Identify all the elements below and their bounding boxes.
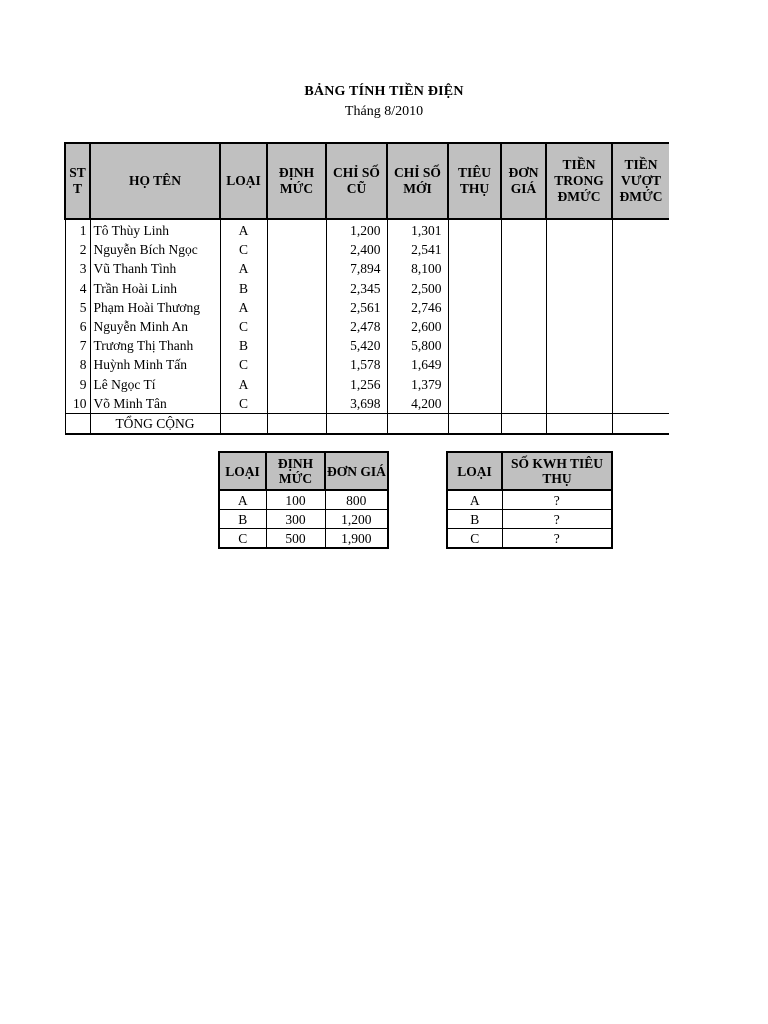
consumption-cell[interactable] [448,394,501,414]
usage-type-cell[interactable]: B [447,510,502,529]
rate-quota-cell[interactable]: 300 [266,510,325,529]
new-reading-cell[interactable]: 5,800 [387,336,448,355]
header-consumption: TIÊU THỤ [448,143,501,219]
table-row [65,375,669,394]
electricity-bill-table [64,142,669,435]
table-cell[interactable] [65,413,90,434]
header-name: HỌ TÊN [90,143,220,219]
name-cell[interactable]: Võ Minh Tân [90,394,220,414]
rate-lookup-table [218,451,389,549]
old-reading-cell[interactable]: 3,698 [326,394,387,414]
table-row [65,355,669,374]
header-old-reading: CHỈ SỐ CŨ [326,143,387,219]
over-quota-cell[interactable] [612,240,669,259]
name-cell[interactable]: Trương Thị Thanh [90,336,220,355]
in-quota-cell[interactable] [546,298,612,317]
header-stt: ST T [65,143,90,219]
usage-kwh-cell[interactable]: ? [502,490,612,510]
type-cell[interactable]: C [220,317,267,336]
unit-price-cell[interactable] [501,240,546,259]
table-row [65,219,669,240]
table-row [447,510,612,529]
quota-cell[interactable] [267,355,326,374]
rate-type-cell[interactable]: A [219,490,266,510]
over-quota-cell[interactable] [612,394,669,414]
consumption-cell[interactable] [448,240,501,259]
rate-header-price: ĐƠN GIÁ [325,452,388,490]
total-row [65,413,669,434]
stt-cell[interactable]: 4 [65,279,90,298]
usage-type-cell[interactable]: C [447,529,502,549]
quota-cell[interactable] [267,336,326,355]
table-row [65,394,669,414]
over-quota-cell[interactable] [612,279,669,298]
new-reading-cell[interactable]: 1,379 [387,375,448,394]
table-row [65,317,669,336]
table-row [65,240,669,259]
old-reading-cell[interactable]: 1,200 [326,219,387,240]
over-quota-cell[interactable] [612,259,669,278]
header-over-quota: TIỀN VƯỢT ĐMỨC [612,143,669,219]
over-quota-cell[interactable] [612,336,669,355]
header-unit-price: ĐƠN GIÁ [501,143,546,219]
unit-price-cell[interactable] [501,355,546,374]
table-cell[interactable] [546,413,612,434]
in-quota-cell[interactable] [546,336,612,355]
old-reading-cell[interactable]: 2,345 [326,279,387,298]
consumption-cell[interactable] [448,336,501,355]
rate-quota-cell[interactable]: 500 [266,529,325,549]
old-reading-cell[interactable]: 1,256 [326,375,387,394]
old-reading-cell[interactable]: 7,894 [326,259,387,278]
over-quota-cell[interactable] [612,355,669,374]
usage-lookup-table [446,451,613,549]
stt-cell[interactable]: 10 [65,394,90,414]
header-type: LOẠI [220,143,267,219]
consumption-cell[interactable] [448,259,501,278]
new-reading-cell[interactable]: 1,649 [387,355,448,374]
table-row [219,490,388,510]
stt-cell[interactable]: 8 [65,355,90,374]
usage-kwh-cell[interactable]: ? [502,510,612,529]
consumption-cell[interactable] [448,298,501,317]
name-cell[interactable]: Tô Thùy Linh [90,219,220,240]
name-cell[interactable]: Lê Ngọc Tí [90,375,220,394]
table-row [447,490,612,510]
new-reading-cell[interactable]: 2,541 [387,240,448,259]
unit-price-cell[interactable] [501,279,546,298]
total-label[interactable]: TỔNG CỘNG [90,413,220,434]
new-reading-cell[interactable]: 1,301 [387,219,448,240]
unit-price-cell[interactable] [501,219,546,240]
type-cell[interactable]: A [220,219,267,240]
in-quota-cell[interactable] [546,259,612,278]
table-row [447,529,612,549]
in-quota-cell[interactable] [546,219,612,240]
new-reading-cell[interactable]: 4,200 [387,394,448,414]
old-reading-cell[interactable]: 1,578 [326,355,387,374]
over-quota-cell[interactable] [612,219,669,240]
unit-price-cell[interactable] [501,317,546,336]
in-quota-cell[interactable] [546,375,612,394]
new-reading-cell[interactable]: 2,746 [387,298,448,317]
rate-header-quota: ĐỊNH MỨC [266,452,325,490]
name-cell[interactable]: Trần Hoài Linh [90,279,220,298]
rate-price-cell[interactable]: 1,900 [325,529,388,549]
in-quota-cell[interactable] [546,394,612,414]
consumption-cell[interactable] [448,355,501,374]
table-row [219,510,388,529]
old-reading-cell[interactable]: 2,478 [326,317,387,336]
quota-cell[interactable] [267,219,326,240]
stt-cell[interactable]: 7 [65,336,90,355]
table-cell[interactable] [220,413,267,434]
usage-header-kwh: SỐ KWH TIÊU THỤ [502,452,612,490]
unit-price-cell[interactable] [501,259,546,278]
consumption-cell[interactable] [448,317,501,336]
type-cell[interactable]: B [220,336,267,355]
unit-price-cell[interactable] [501,375,546,394]
stt-cell[interactable]: 3 [65,259,90,278]
type-cell[interactable]: A [220,375,267,394]
name-cell[interactable]: Nguyễn Bích Ngọc [90,240,220,259]
rate-type-cell[interactable]: C [219,529,266,549]
table-row [65,336,669,355]
stt-cell[interactable]: 1 [65,219,90,240]
header-quota: ĐỊNH MỨC [267,143,326,219]
table-row [65,298,669,317]
type-cell[interactable]: A [220,259,267,278]
type-cell[interactable]: C [220,240,267,259]
over-quota-cell[interactable] [612,375,669,394]
header-row [65,143,669,219]
old-reading-cell[interactable]: 5,420 [326,336,387,355]
in-quota-cell[interactable] [546,240,612,259]
old-reading-cell[interactable]: 2,561 [326,298,387,317]
stt-cell[interactable]: 5 [65,298,90,317]
rate-type-cell[interactable]: B [219,510,266,529]
quota-cell[interactable] [267,298,326,317]
quota-cell[interactable] [267,240,326,259]
in-quota-cell[interactable] [546,279,612,298]
type-cell[interactable]: C [220,394,267,414]
usage-header-type: LOẠI [447,452,502,490]
rate-price-cell[interactable]: 800 [325,490,388,510]
table-row [219,529,388,549]
stt-cell[interactable]: 9 [65,375,90,394]
consumption-cell[interactable] [448,219,501,240]
stt-cell[interactable]: 2 [65,240,90,259]
header-row [447,452,612,490]
table-cell[interactable] [448,413,501,434]
header-new-reading: CHỈ SỐ MỚI [387,143,448,219]
type-cell[interactable]: C [220,355,267,374]
table-cell[interactable] [387,413,448,434]
over-quota-cell[interactable] [612,317,669,336]
over-quota-cell[interactable] [612,298,669,317]
new-reading-cell[interactable]: 8,100 [387,259,448,278]
table-cell[interactable] [326,413,387,434]
table-row [65,279,669,298]
new-reading-cell[interactable]: 2,500 [387,279,448,298]
name-cell[interactable]: Nguyễn Minh An [90,317,220,336]
document-title: BẢNG TÍNH TIỀN ĐIỆN [304,84,464,99]
name-cell[interactable]: Phạm Hoài Thương [90,298,220,317]
header-in-quota: TIỀN TRONG ĐMỨC [546,143,612,219]
consumption-cell[interactable] [448,279,501,298]
quota-cell[interactable] [267,317,326,336]
table-cell[interactable] [612,413,669,434]
quota-cell[interactable] [267,375,326,394]
type-cell[interactable]: B [220,279,267,298]
name-cell[interactable]: Vũ Thanh Tình [90,259,220,278]
name-cell[interactable]: Huỳnh Minh Tấn [90,355,220,374]
rate-price-cell[interactable]: 1,200 [325,510,388,529]
new-reading-cell[interactable]: 2,600 [387,317,448,336]
unit-price-cell[interactable] [501,298,546,317]
usage-kwh-cell[interactable]: ? [502,529,612,549]
unit-price-cell[interactable] [501,336,546,355]
quota-cell[interactable] [267,394,326,414]
document-subtitle: Tháng 8/2010 [344,104,424,119]
quota-cell[interactable] [267,259,326,278]
old-reading-cell[interactable]: 2,400 [326,240,387,259]
quota-cell[interactable] [267,279,326,298]
table-row [65,259,669,278]
type-cell[interactable]: A [220,298,267,317]
table-cell[interactable] [267,413,326,434]
table-cell[interactable] [501,413,546,434]
in-quota-cell[interactable] [546,355,612,374]
unit-price-cell[interactable] [501,394,546,414]
usage-type-cell[interactable]: A [447,490,502,510]
rate-quota-cell[interactable]: 100 [266,490,325,510]
header-row [219,452,388,490]
consumption-cell[interactable] [448,375,501,394]
rate-header-type: LOẠI [219,452,266,490]
in-quota-cell[interactable] [546,317,612,336]
stt-cell[interactable]: 6 [65,317,90,336]
